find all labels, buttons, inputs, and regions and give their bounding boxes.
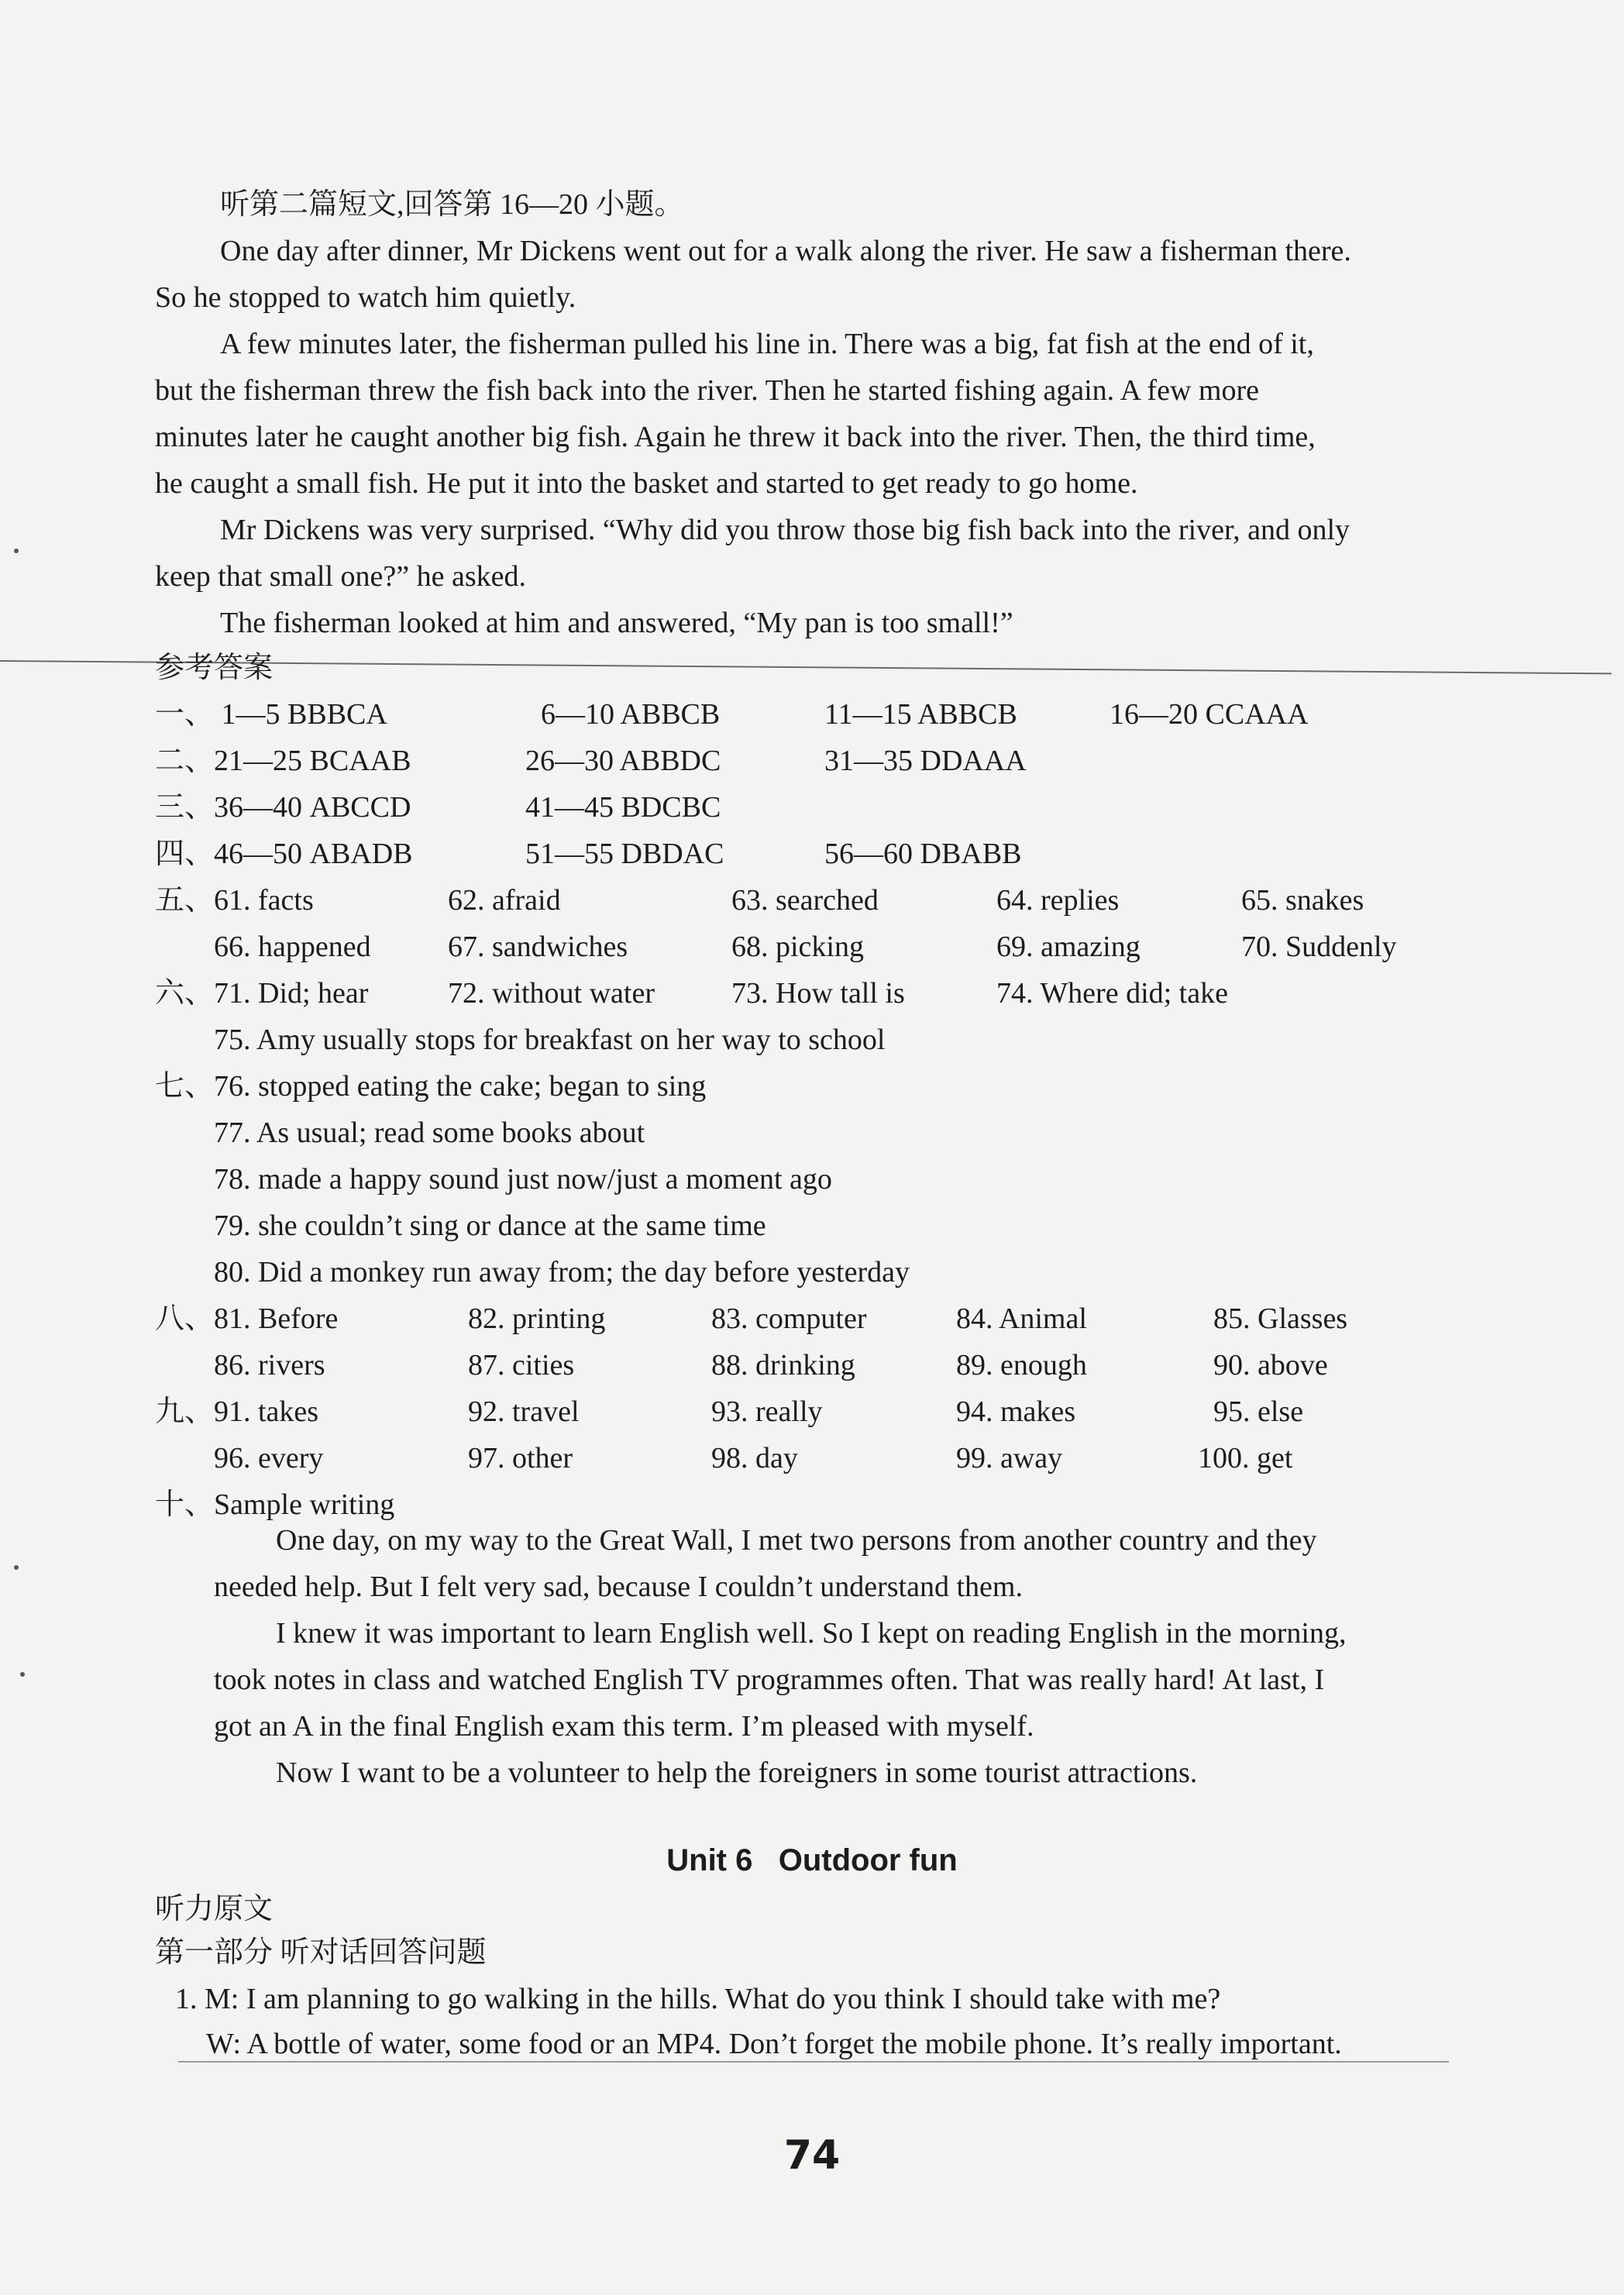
answer-item: 一、 1—5 BBBCA: [155, 698, 387, 731]
answer-item: 74. Where did; take: [996, 977, 1228, 1010]
writing-line: I knew it was important to learn English well. So I kept on reading English in the morning,: [276, 1617, 1347, 1650]
answer-item: 77. As usual; read some books about: [214, 1117, 645, 1149]
answer-item: 96. every: [214, 1442, 324, 1474]
answer-item: 六、71. Did; hear: [155, 977, 369, 1010]
answer-item: 88. drinking: [711, 1349, 855, 1381]
passage-line: he caught a small fish. He put it into the basket and started to get ready to go home.: [155, 467, 1138, 500]
answer-item: 二、21—25 BCAAB: [155, 745, 411, 777]
answer-item: 67. sandwiches: [448, 931, 628, 963]
writing-line: got an A in the final English exam this term. I’m pleased with myself.: [214, 1710, 1034, 1743]
answer-item: 65. snakes: [1241, 884, 1364, 917]
answer-item: 82. printing: [468, 1302, 606, 1335]
answer-item: 83. computer: [711, 1302, 867, 1335]
passage-line: The fisherman looked at him and answered, “My pan is too small!”: [220, 607, 1013, 639]
answer-item: 56—60 DBABB: [824, 838, 1022, 870]
answer-item: 97. other: [468, 1442, 573, 1474]
answer-item: 62. afraid: [448, 884, 561, 917]
writing-line: took notes in class and watched English TV programmes often. That was really hard! At last, I: [214, 1664, 1325, 1696]
answer-item: 75. Amy usually stops for breakfast on her way to school: [214, 1024, 886, 1056]
answer-item: 五、61. facts: [155, 884, 314, 917]
part-label: 第一部分 听对话回答问题: [155, 1936, 487, 1969]
margin-mark: [14, 1565, 19, 1570]
answer-item: 七、76. stopped eating the cake; began to sing: [155, 1070, 707, 1103]
passage-line: So he stopped to watch him quietly.: [155, 281, 576, 314]
answer-item: 31—35 DDAAA: [824, 745, 1027, 777]
answer-item: 四、46—50 ABADB: [155, 838, 413, 870]
answer-item: 68. picking: [731, 931, 864, 963]
answer-item: 100. get: [1198, 1442, 1293, 1474]
bottom-divider: [178, 2061, 1449, 2063]
answer-item: 十、Sample writing: [155, 1488, 395, 1521]
section-label: 听力原文: [155, 1893, 274, 1925]
answer-item: 73. How tall is: [731, 977, 905, 1010]
answer-item: 84. Animal: [956, 1302, 1087, 1335]
answer-item: 94. makes: [956, 1395, 1076, 1428]
margin-mark: [14, 549, 19, 553]
answer-item: 79. she couldn’t sing or dance at the same time: [214, 1209, 766, 1242]
answer-item: 89. enough: [956, 1349, 1087, 1381]
answer-item: 51—55 DBDAC: [525, 838, 724, 870]
answer-item: 78. made a happy sound just now/just a moment ago: [214, 1163, 832, 1196]
answer-item: 87. cities: [468, 1349, 575, 1381]
answer-item: 72. without water: [448, 977, 655, 1010]
passage-line: One day after dinner, Mr Dickens went out for a walk along the river. He saw a fisherman there.: [220, 235, 1351, 267]
answer-item: 98. day: [711, 1442, 798, 1474]
unit-title: Unit 6 Outdoor fun: [666, 1843, 958, 1877]
answer-item: 85. Glasses: [1213, 1302, 1348, 1335]
passage-heading: 听第二篇短文,回答第 16—20 小题。: [220, 188, 684, 221]
answer-item: 63. searched: [731, 884, 879, 917]
answer-item: 99. away: [956, 1442, 1063, 1474]
answer-item: 95. else: [1213, 1395, 1304, 1428]
answer-item: 69. amazing: [996, 931, 1141, 963]
answer-item: 80. Did a monkey run away from; the day before yesterday: [214, 1256, 910, 1289]
passage-line: keep that small one?” he asked.: [155, 560, 527, 593]
answer-item: 26—30 ABBDC: [525, 745, 721, 777]
answer-item: 66. happened: [214, 931, 371, 963]
answer-item: 八、81. Before: [155, 1302, 339, 1335]
dialogue-line: W: A bottle of water, some food or an MP4. Don’t forget the mobile phone. It’s really important.: [206, 2028, 1342, 2060]
answer-item: 11—15 ABBCB: [824, 698, 1017, 731]
answer-item: 86. rivers: [214, 1349, 325, 1381]
writing-line: Now I want to be a volunteer to help the foreigners in some tourist attractions.: [276, 1757, 1198, 1789]
answer-item: 三、36—40 ABCCD: [155, 791, 411, 824]
margin-mark: [20, 1672, 25, 1677]
answer-item: 70. Suddenly: [1241, 931, 1397, 963]
answer-item: 6—10 ABBCB: [541, 698, 721, 731]
answer-item: 64. replies: [996, 884, 1120, 917]
passage-line: A few minutes later, the fisherman pulled his line in. There was a big, fat fish at the end of it,: [220, 328, 1314, 360]
writing-line: One day, on my way to the Great Wall, I met two persons from another country and they: [276, 1524, 1317, 1557]
answer-item: 41—45 BDCBC: [525, 791, 721, 824]
page-number: 74: [783, 2132, 841, 2179]
answer-item: 92. travel: [468, 1395, 580, 1428]
passage-line: Mr Dickens was very surprised. “Why did you throw those big fish back into the river, and only: [220, 514, 1350, 546]
writing-line: needed help. But I felt very sad, because I couldn’t understand them.: [214, 1571, 1023, 1603]
answer-item: 90. above: [1213, 1349, 1328, 1381]
answer-item: 16—20 CCAAA: [1110, 698, 1309, 731]
answer-item: 93. really: [711, 1395, 823, 1428]
answers-heading: 参考答案: [155, 652, 274, 684]
passage-line: but the fisherman threw the fish back into the river. Then he started fishing again. A few more: [155, 374, 1259, 407]
passage-line: minutes later he caught another big fish. Again he threw it back into the river. Then, the third time,: [155, 421, 1316, 453]
dialogue-line: 1. M: I am planning to go walking in the hills. What do you think I should take with me?: [175, 1983, 1221, 2015]
answer-item: 九、91. takes: [155, 1395, 319, 1428]
